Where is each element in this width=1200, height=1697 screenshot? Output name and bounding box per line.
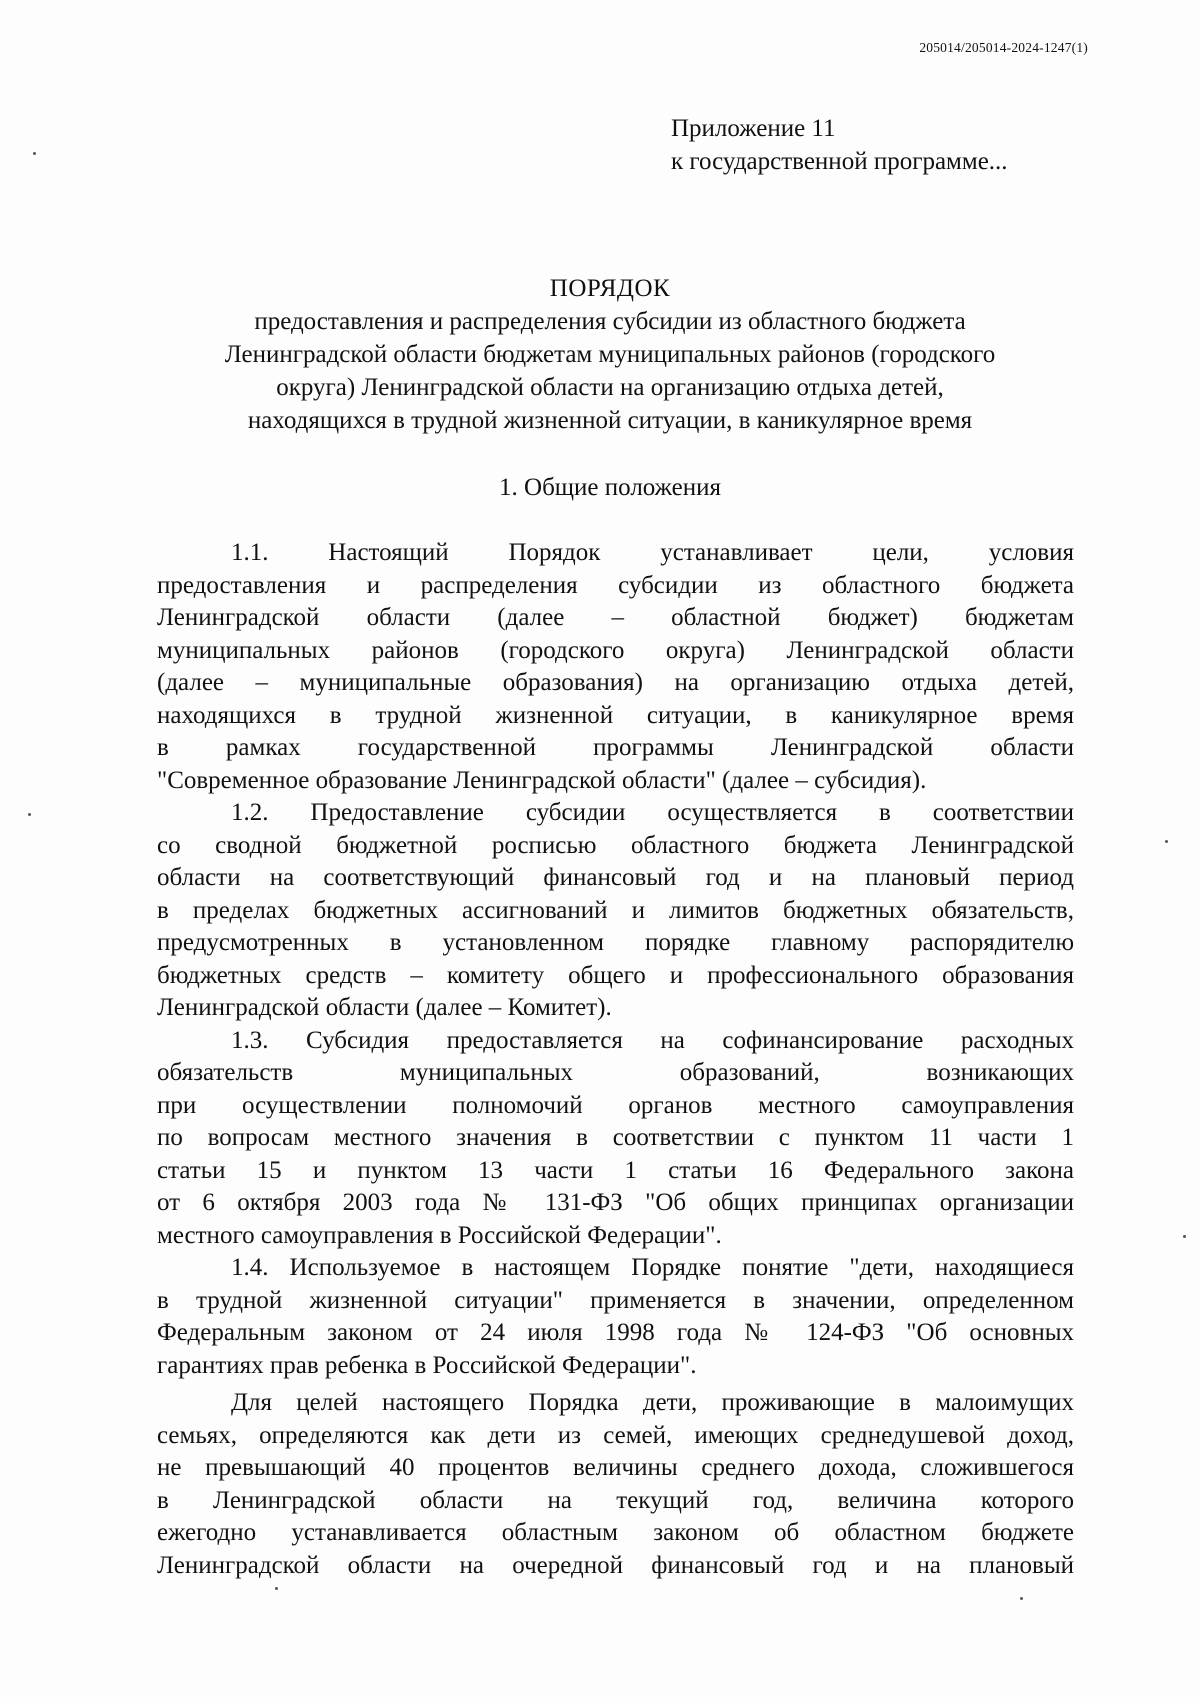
text-line: Ленинградской области (далее – Комитет).: [157, 994, 612, 1021]
text-line: Для целей настоящего Порядка дети, проживающие в малоимущих: [231, 1389, 1074, 1416]
scan-speck: [28, 813, 31, 816]
text-line: статьи 15 и пунктом 13 части 1 статьи 16 Федерального закона: [157, 1156, 1074, 1184]
scan-speck: [33, 152, 36, 155]
paragraph: [157, 1252, 1074, 1382]
text-line: Ленинградской области (далее – областной бюджет) бюджетам: [157, 604, 1074, 631]
text-line: 1.1. Настоящий Порядок устанавливает цели, условия: [231, 539, 1074, 566]
text-line: области на соответствующий финансовый год и на плановый период: [157, 864, 1074, 891]
appendix-reference: к государственной программе...: [671, 148, 1008, 175]
text-line: не превышающий 40 процентов величины среднего дохода, сложившегося: [157, 1454, 1074, 1481]
text-line: Федеральным законом от 24 июля 1998 года № 124-ФЗ "Об основных: [157, 1319, 1074, 1346]
subtitle-line: Ленинградской области бюджетам муниципальных районов (городского: [224, 341, 996, 368]
text-line: при осуществлении полномочий органов местного самоуправления: [157, 1091, 1074, 1119]
text-line: 1.3. Субсидия предоставляется на софинансирование расходных: [231, 1026, 1074, 1054]
text-line: в Ленинградской области на текущий год, величина которого: [157, 1486, 1074, 1514]
appendix-number: Приложение 11: [671, 115, 836, 142]
text-line: находящихся в трудной жизненной ситуации, в каникулярное время: [157, 701, 1074, 729]
subtitle-line: находящихся в трудной жизненной ситуации, в каникулярное время: [247, 407, 973, 434]
body-text: [157, 537, 1074, 1582]
scan-speck: [1020, 1597, 1023, 1600]
title-block: [150, 272, 1070, 437]
text-line: предусмотренных в установленном порядке главному распорядителю: [157, 929, 1074, 956]
document-id: 205014/205014-2024-1247(1): [919, 40, 1088, 55]
text-line: от 6 октября 2003 года № 131-ФЗ "Об общих принципах организации: [157, 1189, 1074, 1216]
document-title: ПОРЯДОК: [549, 275, 671, 302]
text-line: муниципальных районов (городского округа) Ленинградской области: [157, 636, 1074, 664]
paragraph: [157, 797, 1074, 1025]
text-line: 1.2. Предоставление субсидии осуществляется в соответствии: [231, 799, 1074, 826]
appendix-block: [671, 112, 1008, 178]
paragraph: [157, 537, 1074, 797]
text-line: бюджетных средств – комитету общего и профессионального образования: [157, 961, 1074, 989]
text-line: местного самоуправления в Российской Федерации".: [157, 1221, 722, 1249]
text-line: "Современное образование Ленинградской области" (далее – субсидия).: [157, 766, 927, 794]
subtitle-line: предоставления и распределения субсидии из областного бюджета: [254, 308, 966, 335]
paragraph: [157, 1387, 1074, 1582]
text-line: (далее – муниципальные образования) на организацию отдыха детей,: [157, 669, 1074, 696]
text-line: в трудной жизненной ситуации" применяется в значении, определенном: [157, 1286, 1074, 1314]
text-line: ежегодно устанавливается областным законом об областном бюджете: [157, 1519, 1074, 1546]
text-line: Ленинградской области на очередной финансовый год и на плановый: [157, 1551, 1074, 1579]
scan-speck: [275, 1587, 278, 1590]
text-line: 1.4. Используемое в настоящем Порядке понятие "дети, находящиеся: [231, 1254, 1074, 1281]
text-line: семьях, определяются как дети из семей, имеющих среднедушевой доход,: [157, 1421, 1074, 1449]
subtitle-line: округа) Ленинградской области на организацию отдыха детей,: [276, 374, 944, 401]
text-line: в пределах бюджетных ассигнований и лимитов бюджетных обязательств,: [157, 896, 1074, 924]
scan-speck: [1183, 1235, 1186, 1238]
paragraph: [157, 1025, 1074, 1253]
text-line: предоставления и распределения субсидии из областного бюджета: [157, 571, 1074, 599]
text-line: гарантиях прав ребенка в Российской Федерации".: [157, 1351, 697, 1379]
text-line: в рамках государственной программы Ленинградской области: [157, 734, 1074, 761]
section-heading: 1. Общие положения: [499, 474, 721, 501]
text-line: обязательств муниципальных образований, возникающих: [157, 1059, 1074, 1086]
scan-speck: [1165, 840, 1168, 843]
text-line: по вопросам местного значения в соответствии с пунктом 11 части 1: [157, 1124, 1074, 1151]
text-line: со сводной бюджетной росписью областного бюджета Ленинградской: [157, 831, 1074, 859]
